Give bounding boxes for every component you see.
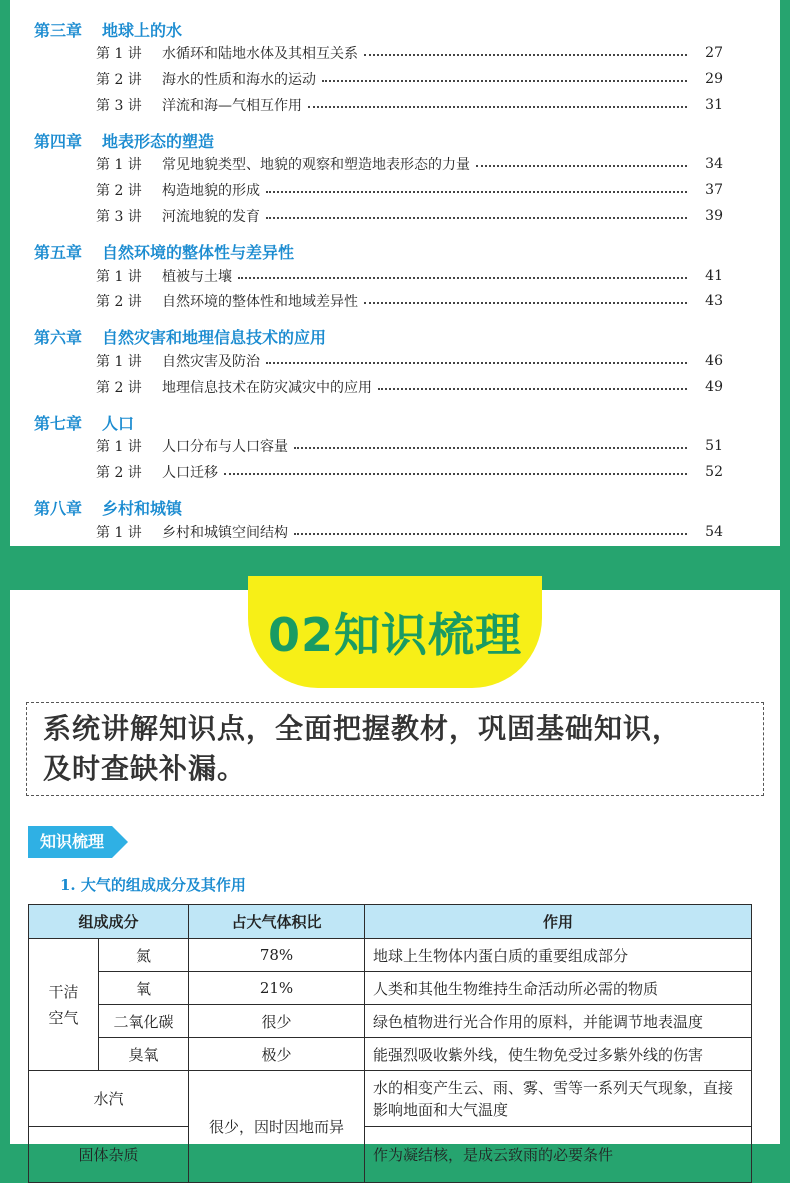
knowledge-section (10, 590, 780, 1164)
table-of-contents (10, 0, 780, 546)
component-name: 氮 (99, 939, 189, 972)
component-name: 臭氧 (99, 1038, 189, 1071)
chapter-title[interactable]: 第八章 乡村和城镇 (34, 499, 183, 518)
dot-leader (224, 473, 687, 475)
chapter-title[interactable]: 第四章 地表形态的塑造 (34, 132, 215, 151)
component-role: 人类和其他生物维持生命活动所必需的物质 (365, 972, 752, 1005)
component-name: 氧 (99, 972, 189, 1005)
component-name: 水汽 (29, 1071, 189, 1127)
chapter-title[interactable]: 第七章 人口 (34, 414, 135, 433)
component-role: 能强烈吸收紫外线，使生物免受过多紫外线的伤害 (365, 1038, 752, 1071)
dot-leader (364, 54, 687, 56)
chapter-title[interactable]: 第三章 地球上的水 (34, 21, 183, 40)
toc-entry[interactable]: 第 2 讲 地理信息技术在防灾减灾中的应用 49 (96, 379, 723, 396)
component-role: 地球上生物体内蛋白质的重要组成部分 (365, 939, 752, 972)
dot-leader (238, 277, 687, 279)
component-name: 固体杂质 (29, 1127, 189, 1183)
table-row (29, 1127, 752, 1183)
chapter-title[interactable]: 第六章 自然灾害和地理信息技术的应用 (34, 328, 327, 347)
chapter-title[interactable]: 第五章 自然环境的整体性与差异性 (34, 243, 295, 262)
toc-entry[interactable]: 第 2 讲 人口迁移 52 (96, 464, 723, 481)
component-ratio: 21% (189, 972, 365, 1005)
table-header-cell: 组成成分 (29, 905, 189, 939)
component-ratio: 很少，因时因地而异 (189, 1071, 365, 1183)
table-row (29, 972, 752, 1005)
toc-entry[interactable]: 第 1 讲 自然灾害及防治 46 (96, 353, 723, 370)
component-role: 水的相变产生云、雨、雾、雪等一系列天气现象，直接影响地面和大气温度 (365, 1071, 752, 1127)
table-row (29, 1005, 752, 1038)
component-name: 二氧化碳 (99, 1005, 189, 1038)
component-role: 绿色植物进行光合作用的原料，并能调节地表温度 (365, 1005, 752, 1038)
toc-entry[interactable]: 第 2 讲 自然环境的整体性和地域差异性 43 (96, 293, 723, 310)
table-row (29, 1038, 752, 1071)
dot-leader (476, 165, 687, 167)
toc-entry[interactable]: 第 1 讲 植被与土壤 41 (96, 268, 723, 285)
dot-leader (266, 362, 687, 364)
toc-entry[interactable]: 第 3 讲 洋流和海—气相互作用 31 (96, 97, 723, 114)
intro-text-line: 及时查缺补漏。 (43, 752, 247, 785)
toc-entry[interactable]: 第 3 讲 河流地貌的发育 39 (96, 208, 723, 225)
dot-leader (322, 80, 687, 82)
section-tag-label: 知识梳理 (28, 826, 112, 858)
component-ratio: 极少 (189, 1038, 365, 1071)
toc-entry[interactable]: 第 1 讲 乡村和城镇空间结构 54 (96, 524, 723, 541)
section-tag (28, 826, 128, 858)
table-header-cell: 占大气体积比 (189, 905, 365, 939)
component-ratio: 很少 (189, 1005, 365, 1038)
component-ratio: 78% (189, 939, 365, 972)
component-role: 作为凝结核，是成云致雨的必要条件 (365, 1127, 752, 1183)
table-row (29, 1071, 752, 1127)
intro-box (26, 702, 764, 796)
dot-leader (294, 533, 687, 535)
section-banner (248, 576, 542, 688)
subsection-heading: 1. 大气的组成成分及其作用 (60, 876, 246, 894)
toc-entry[interactable]: 第 2 讲 海水的性质和海水的运动 29 (96, 71, 723, 88)
table-row (29, 939, 752, 972)
table-header-row (29, 905, 752, 939)
intro-text-line: 系统讲解知识点，全面把握教材，巩固基础知识， (43, 712, 682, 745)
dot-leader (266, 191, 687, 193)
dot-leader (294, 447, 687, 449)
tag-arrow-icon (112, 826, 128, 858)
dot-leader (266, 217, 687, 219)
dot-leader (364, 302, 687, 304)
table-header-cell: 作用 (365, 905, 752, 939)
dot-leader (378, 388, 687, 390)
toc-entry[interactable]: 第 1 讲 常见地貌类型、地貌的观察和塑造地表形态的力量 34 (96, 156, 723, 173)
toc-entry[interactable]: 第 1 讲 水循环和陆地水体及其相互关系 27 (96, 45, 723, 62)
composition-table (28, 904, 752, 1183)
toc-entry[interactable]: 第 2 讲 构造地貌的形成 37 (96, 182, 723, 199)
group-cell-dry-air: 干洁 空气 (29, 939, 99, 1071)
toc-entry[interactable]: 第 1 讲 人口分布与人口容量 51 (96, 438, 723, 455)
section-banner-title: 02知识梳理 (267, 608, 522, 662)
dot-leader (308, 106, 687, 108)
